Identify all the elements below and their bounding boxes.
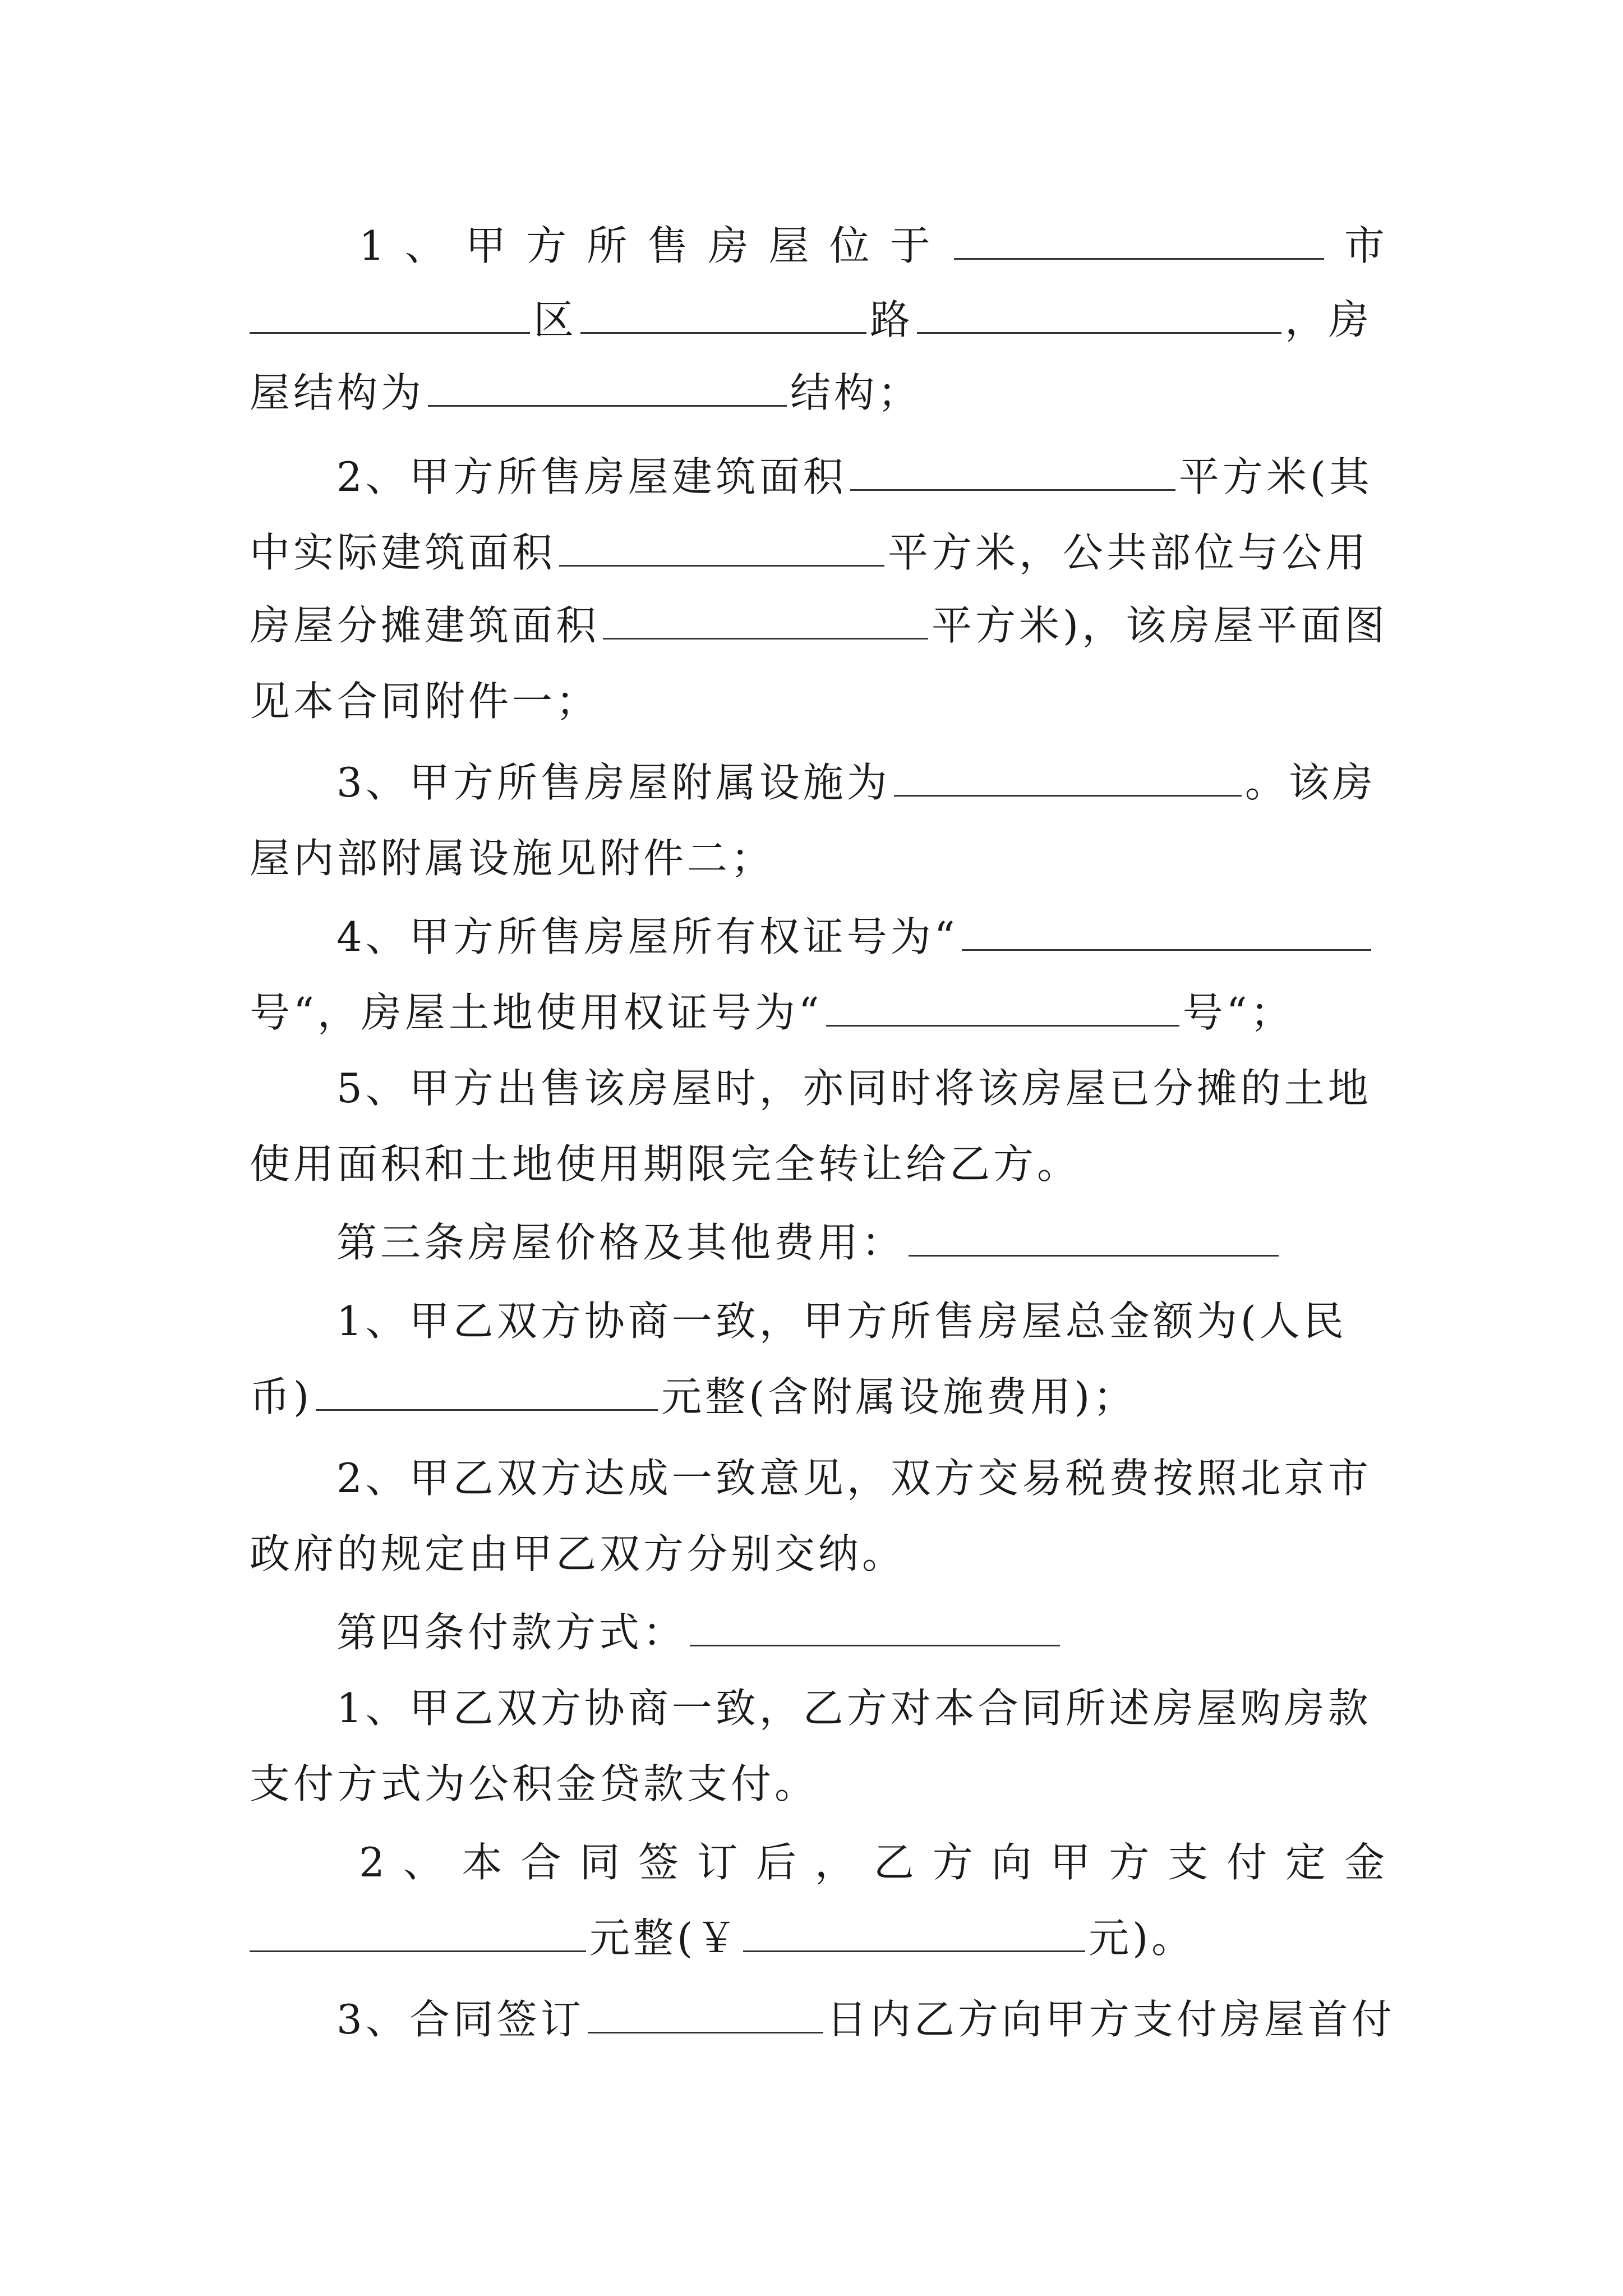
text-segment: 平方米，公共部位与公用 bbox=[888, 529, 1370, 576]
text-segment: 号“； bbox=[1182, 989, 1294, 1036]
clause-1-line-3 bbox=[250, 359, 1388, 426]
fill-in-blank[interactable] bbox=[250, 1916, 586, 1952]
text-segment: 日内乙方向甲方支付房屋首付 bbox=[826, 1996, 1395, 2043]
text-token: 金 bbox=[1344, 1839, 1388, 1886]
fill-in-blank[interactable] bbox=[316, 1374, 658, 1411]
text-segment: 使用面积和土地使用期限完全转让给乙方。 bbox=[250, 1140, 1081, 1188]
text-token: ， bbox=[814, 1839, 859, 1886]
text-segment: 2、甲乙双方达成一致意见，双方交易税费按照北京市 bbox=[336, 1455, 1372, 1502]
fill-in-blank[interactable] bbox=[962, 914, 1371, 951]
text-segment: 屋结构为 bbox=[250, 369, 425, 416]
fill-in-blank[interactable] bbox=[588, 1997, 823, 2033]
text-token: 支 bbox=[1168, 1839, 1212, 1886]
article-3-clause-1-line-2 bbox=[250, 1363, 1388, 1430]
article-4-clause-3-line-1 bbox=[250, 1986, 1395, 2053]
text-token: 付 bbox=[1227, 1839, 1271, 1886]
article-4-clause-1-line-1 bbox=[250, 1674, 1388, 1742]
fill-in-blank[interactable] bbox=[909, 1220, 1279, 1257]
text-token: 、 bbox=[403, 1839, 447, 1886]
text-segment: 平方米(其 bbox=[1178, 453, 1373, 500]
text-segment: 房屋分摊建筑面积 bbox=[250, 602, 600, 649]
clause-5-line-1 bbox=[250, 1055, 1388, 1122]
text-token: 2 bbox=[359, 1839, 388, 1886]
clause-2-line-4 bbox=[250, 668, 1388, 735]
text-token: 屋 bbox=[768, 222, 813, 269]
fill-in-blank[interactable] bbox=[580, 297, 866, 334]
text-token: 市 bbox=[1344, 222, 1388, 269]
text-token: 甲 bbox=[1050, 1839, 1094, 1886]
text-segment: 区 bbox=[533, 296, 578, 343]
article-3-clause-2-line-2 bbox=[250, 1520, 1388, 1588]
text-token: 房 bbox=[708, 222, 752, 269]
text-segment: 元整(含附属设施费用)； bbox=[661, 1373, 1137, 1420]
text-segment: 第三条房屋价格及其他费用： bbox=[336, 1219, 906, 1266]
text-token: 签 bbox=[638, 1839, 683, 1886]
text-segment: 4、甲方所售房屋所有权证号为“ bbox=[336, 913, 958, 960]
text-token: 方 bbox=[1109, 1839, 1153, 1886]
clause-3-line-1 bbox=[250, 749, 1388, 816]
fill-in-blank[interactable] bbox=[428, 370, 787, 407]
text-token: 1 bbox=[359, 222, 388, 269]
clause-1-line-1 bbox=[359, 212, 1388, 279]
article-3-clause-2-line-1 bbox=[250, 1444, 1388, 1512]
fill-in-blank[interactable] bbox=[917, 297, 1281, 334]
text-token: 于 bbox=[889, 222, 934, 269]
text-token: 同 bbox=[579, 1839, 624, 1886]
text-segment: 5、甲方出售该房屋时，亦同时将该房屋已分摊的土地 bbox=[336, 1065, 1372, 1112]
text-segment: 1、甲乙双方协商一致，甲方所售房屋总金额为(人民 bbox=[336, 1297, 1347, 1345]
article-4-clause-2-line-2 bbox=[250, 1904, 1388, 1972]
text-token: 定 bbox=[1285, 1839, 1330, 1886]
text-token: 本 bbox=[462, 1839, 506, 1886]
fill-in-blank[interactable] bbox=[743, 1916, 1085, 1952]
fill-in-blank[interactable] bbox=[894, 760, 1242, 797]
text-segment: 支付方式为公积金贷款支付。 bbox=[250, 1760, 819, 1807]
text-segment: 第四条付款方式： bbox=[336, 1609, 687, 1656]
clause-3-line-2 bbox=[250, 825, 1388, 892]
clause-4-line-2 bbox=[250, 979, 1388, 1046]
text-token: 后 bbox=[756, 1839, 800, 1886]
fill-in-blank[interactable] bbox=[954, 223, 1324, 260]
text-token: 所 bbox=[587, 222, 631, 269]
text-segment: 结构； bbox=[790, 369, 922, 416]
fill-in-blank[interactable] bbox=[850, 454, 1175, 491]
text-token: 乙 bbox=[873, 1839, 917, 1886]
article-3-heading bbox=[250, 1209, 1388, 1276]
text-segment: 币) bbox=[250, 1373, 313, 1420]
text-token: 甲 bbox=[465, 222, 510, 269]
text-token: 方 bbox=[932, 1839, 976, 1886]
text-segment: 中实际建筑面积 bbox=[250, 529, 556, 576]
text-segment: 路 bbox=[870, 296, 914, 343]
clause-4-line-1 bbox=[250, 903, 1388, 970]
fill-in-blank[interactable] bbox=[690, 1610, 1060, 1646]
text-segment: 政府的规定由甲乙双方分别交纳。 bbox=[250, 1530, 906, 1577]
text-token: 合 bbox=[520, 1839, 565, 1886]
text-segment: ，房 bbox=[1285, 296, 1373, 343]
text-segment: 。该房 bbox=[1244, 759, 1376, 806]
fill-in-blank[interactable] bbox=[826, 990, 1179, 1027]
fill-in-blank[interactable] bbox=[559, 530, 884, 567]
text-segment: 元整(￥ bbox=[589, 1915, 740, 1962]
clause-5-line-2 bbox=[250, 1130, 1388, 1198]
article-3-clause-1-line-1 bbox=[250, 1287, 1388, 1355]
fill-in-blank[interactable] bbox=[250, 297, 530, 334]
text-segment: 元)。 bbox=[1089, 1915, 1196, 1962]
clause-2-line-2 bbox=[250, 519, 1388, 586]
text-token: 售 bbox=[647, 222, 691, 269]
clause-1-line-2 bbox=[250, 286, 1388, 353]
text-segment: 1、甲乙双方协商一致，乙方对本合同所述房屋购房款 bbox=[336, 1685, 1372, 1732]
text-segment: 号“，房屋土地使用权证号为“ bbox=[250, 989, 823, 1036]
text-segment: 平方米)，该房屋平面图 bbox=[932, 602, 1389, 649]
text-segment: 3、甲方所售房屋附属设施为 bbox=[336, 759, 891, 806]
text-token: 位 bbox=[829, 222, 873, 269]
clause-2-line-1 bbox=[250, 443, 1388, 510]
article-4-clause-1-line-2 bbox=[250, 1750, 1388, 1818]
text-segment: 3、合同签订 bbox=[336, 1996, 584, 2043]
article-4-heading bbox=[250, 1599, 1388, 1666]
text-segment: 2、甲方所售房屋建筑面积 bbox=[336, 453, 847, 500]
text-segment: 屋内部附属设施见附件二； bbox=[250, 835, 775, 882]
clause-2-line-3 bbox=[250, 592, 1388, 659]
text-token: 订 bbox=[697, 1839, 741, 1886]
text-segment: 见本合同附件一； bbox=[250, 678, 600, 725]
text-token: 向 bbox=[991, 1839, 1035, 1886]
article-4-clause-2-line-1 bbox=[359, 1829, 1388, 1896]
fill-in-blank[interactable] bbox=[603, 603, 928, 639]
text-token: 、 bbox=[404, 222, 449, 269]
text-token: 方 bbox=[526, 222, 570, 269]
